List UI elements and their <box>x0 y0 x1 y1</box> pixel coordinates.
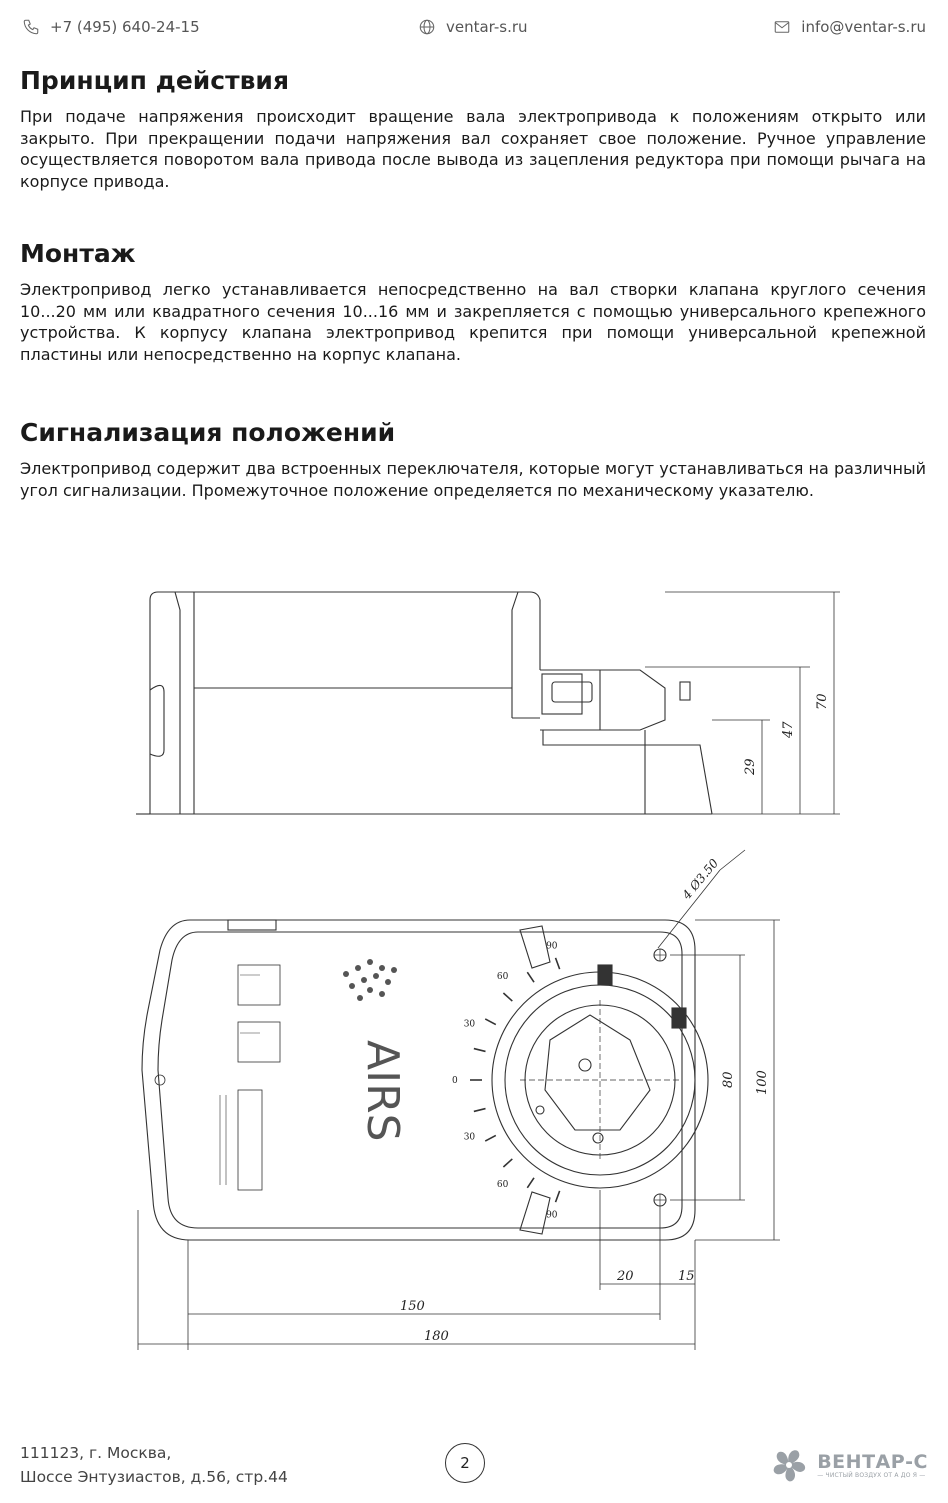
logo-dot <box>373 973 379 979</box>
dial-tick <box>474 1109 486 1112</box>
brand-logo[interactable] <box>767 1443 928 1487</box>
header-phone[interactable] <box>22 18 200 36</box>
dial-tick <box>527 972 534 982</box>
brand-name: ВЕНТАР-С <box>817 1450 928 1473</box>
logo-dot <box>367 959 373 965</box>
section-text-mounting: Электропривод легко устанавливается непосредственно на вал створки клапана круглого сечения 10...20 мм или квадратного сечения 10...16 мм и закрепляется с помощью универсального крепежного устройства. К корпусу клапана электропривод крепится при помощи универсальной крепежной пластины или непосредственно на корпус клапана. <box>20 280 926 364</box>
dial-tick <box>527 1178 534 1188</box>
logo-dot <box>379 965 385 971</box>
dial-tick <box>485 1135 496 1141</box>
page-header <box>0 0 948 58</box>
section-text-signaling: Электропривод содержит два встроенных переключателя, которые могут устанавливаться на различный угол сигнализации. Промежуточное положение определяется по механическому указателю. <box>20 459 926 500</box>
dial-tick <box>503 1159 512 1167</box>
section-text-principle: При подаче напряжения происходит вращение вала электропривода к положениям открыто или закрыто. При прекращении подачи напряжения вал сохраняет свое положение. Ручное управление осуществляется поворотом вала привода после вывода из зацепления редуктора при помощи рычага на корпусе привода. <box>20 107 926 191</box>
header-email[interactable] <box>773 18 926 36</box>
side-view <box>136 592 712 814</box>
top-view <box>142 920 708 1240</box>
airs-logo <box>343 959 408 1142</box>
dim-80: 80 <box>721 1071 736 1088</box>
dial-label: 0 <box>452 1076 458 1086</box>
dim-47: 47 <box>781 721 796 738</box>
side-dimensions <box>645 592 840 814</box>
airs-logo-text: AIRS <box>357 1040 408 1142</box>
dim-150: 150 <box>400 1299 425 1314</box>
dial-tick <box>474 1049 486 1052</box>
footer-address <box>20 1441 288 1489</box>
email-text: info@ventar-s.ru <box>801 18 926 36</box>
header-site[interactable] <box>418 18 528 36</box>
dial-tick <box>556 1191 560 1202</box>
address-line-2: Шоссе Энтузиастов, д.56, стр.44 <box>20 1468 288 1486</box>
dim-20: 20 <box>617 1269 634 1284</box>
phone-text: +7 (495) 640-24-15 <box>50 18 200 36</box>
address-line-1: 111123, г. Москва, <box>20 1444 172 1462</box>
globe-icon <box>418 18 436 36</box>
dim-70: 70 <box>815 693 830 710</box>
section-title-mounting: Монтаж <box>20 239 136 268</box>
dial-label: 60 <box>496 1180 509 1191</box>
dim-29: 29 <box>743 758 758 775</box>
logo-dot <box>391 967 397 973</box>
dim-15: 15 <box>678 1269 695 1284</box>
dial-tick <box>556 958 560 969</box>
logo-dot <box>355 965 361 971</box>
section-title-principle: Принцип действия <box>20 66 289 95</box>
logo-dot <box>357 995 363 1001</box>
fan-icon <box>767 1443 811 1487</box>
mail-icon <box>773 18 791 36</box>
logo-dot <box>367 987 373 993</box>
dial-label: 30 <box>463 1132 476 1143</box>
phone-icon <box>22 18 40 36</box>
dial-tick <box>503 993 512 1001</box>
page-number: 2 <box>445 1443 485 1483</box>
dim-180: 180 <box>424 1329 449 1344</box>
logo-dot <box>379 991 385 997</box>
section-title-signaling: Сигнализация положений <box>20 418 396 447</box>
logo-dot <box>385 979 391 985</box>
hole-label: 4 Ø3.50 <box>679 856 722 902</box>
brand-slogan: — ЧИСТЫЙ ВОЗДУХ ОТ А ДО Я — <box>817 1471 926 1479</box>
dial-label: 90 <box>546 1210 558 1221</box>
dim-100: 100 <box>755 1070 770 1095</box>
logo-dot <box>361 977 367 983</box>
site-text: ventar-s.ru <box>446 18 528 36</box>
dial-label: 90 <box>546 941 558 952</box>
dial-label: 60 <box>496 971 509 982</box>
logo-dot <box>343 971 349 977</box>
dial-tick <box>485 1019 496 1025</box>
technical-drawing <box>120 570 860 1360</box>
dial-label: 30 <box>463 1019 476 1030</box>
logo-dot <box>349 983 355 989</box>
